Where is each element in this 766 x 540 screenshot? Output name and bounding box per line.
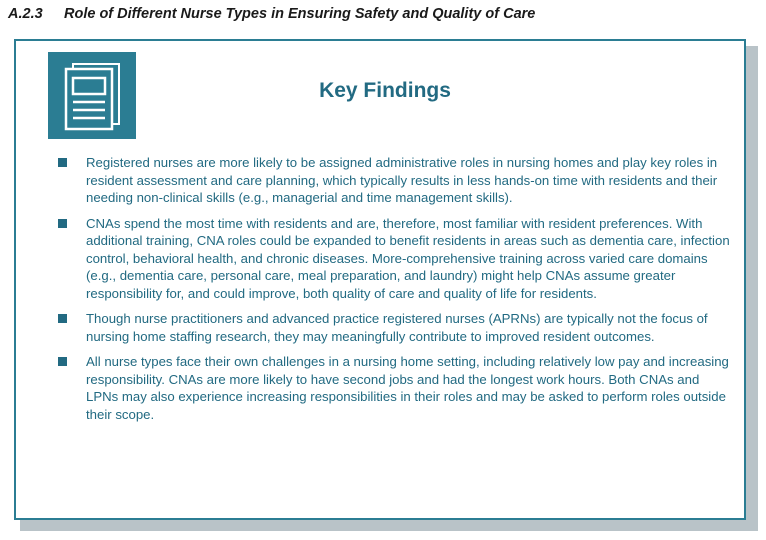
section-title: Role of Different Nurse Types in Ensuring Safety and Quality of Care	[64, 6, 536, 22]
square-bullet-icon	[58, 219, 67, 228]
square-bullet-icon	[58, 314, 67, 323]
finding-item	[58, 353, 730, 423]
finding-item	[58, 154, 730, 207]
finding-item	[58, 215, 730, 303]
finding-text: CNAs spend the most time with residents and are, therefore, most familiar with resident preferences. With additional training, CNA roles could be expanded to benefit residents in areas such as dementia care, infection control, behavioral health, and chronic diseases. More-comprehensive training across varied care domains (e.g., dementia care, personal care, meal preparation, and laundry) might help CNAs assume greater responsibility for, and could improve, both quality of care and quality of life for residents.	[86, 215, 730, 301]
section-heading	[8, 6, 535, 22]
square-bullet-icon	[58, 158, 67, 167]
section-number: A.2.3	[8, 6, 43, 22]
key-findings-box	[14, 39, 746, 520]
key-findings-title: Key Findings	[319, 79, 451, 102]
document-icon	[48, 52, 136, 139]
finding-text: Though nurse practitioners and advanced practice registered nurses (APRNs) are typically not the focus of nursing home staffing research, they may meaningfully contribute to improved resident outcomes.	[86, 311, 708, 344]
findings-list	[58, 154, 730, 431]
square-bullet-icon	[58, 357, 67, 366]
finding-text: Registered nurses are more likely to be assigned administrative roles in nursing homes and play key roles in resident assessment and care planning, which typically results in less hands-on time with residents and their needing non-clinical skills (e.g., managerial and time management skills).	[86, 155, 718, 205]
finding-item	[58, 310, 730, 345]
finding-text: All nurse types face their own challenges in a nursing home setting, including relatively low pay and increasing responsibility. CNAs are more likely to have second jobs and had the longest work hours. Both CNAs and LPNs may also experience increasing responsibilities in their roles and may be asked to perform roles outside their scope.	[86, 354, 729, 422]
